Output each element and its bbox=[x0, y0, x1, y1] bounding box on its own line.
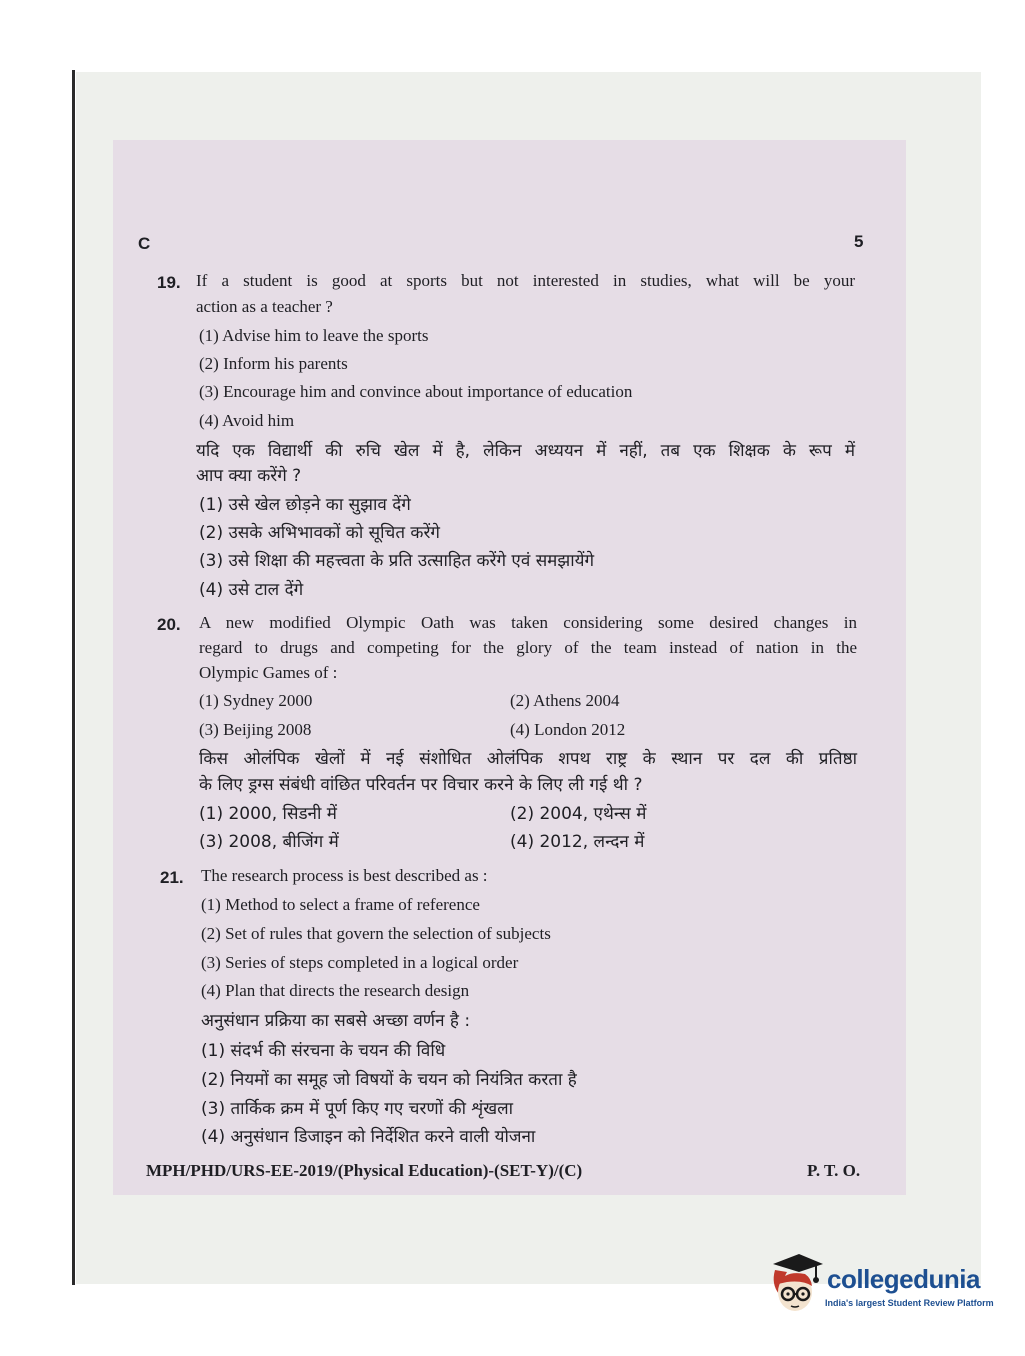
question-stem-line: action as a teacher ? bbox=[196, 297, 333, 316]
scan-border bbox=[72, 70, 75, 1285]
question-stem-line: If a student is good at sports but not interested in studies, what will be your bbox=[196, 271, 855, 290]
paper-code: MPH/PHD/URS-EE-2019/(Physical Education)-(SET-Y)/(C) bbox=[146, 1161, 583, 1180]
option: (2) Athens 2004 bbox=[510, 691, 620, 710]
question-number: 21. bbox=[160, 868, 184, 887]
option: (3) Encourage him and convince about importance of education bbox=[199, 382, 633, 401]
hindi-option: (2) 2004, एथेन्स में bbox=[510, 804, 647, 824]
option: (4) Plan that directs the research design bbox=[201, 981, 470, 1000]
hindi-stem-line: यदि एक विद्यार्थी की रुचि खेल में है, लेकिन अध्ययन में नहीं, तब एक शिक्षक के रूप में bbox=[196, 441, 855, 461]
option: (2) Inform his parents bbox=[199, 354, 348, 373]
hindi-option: (4) 2012, लन्दन में bbox=[510, 832, 645, 852]
question-stem-line: The research process is best described as : bbox=[201, 866, 488, 885]
hindi-stem-line: अनुसंधान प्रक्रिया का सबसे अच्छा वर्णन है : bbox=[201, 1011, 471, 1031]
option: (1) Sydney 2000 bbox=[199, 691, 313, 710]
option: (4) Avoid him bbox=[199, 411, 295, 430]
hindi-option: (4) अनुसंधान डिजाइन को निर्देशित करने वाली योजना bbox=[201, 1127, 536, 1147]
question-stem-line: Olympic Games of : bbox=[199, 663, 338, 682]
student-mascot-icon bbox=[765, 1250, 825, 1320]
page-number: 5 bbox=[854, 232, 864, 251]
collegedunia-logo bbox=[765, 1250, 995, 1320]
logo-tagline: India's largest Student Review Platform bbox=[825, 1298, 994, 1308]
hindi-stem-line: आप क्या करेंगे ? bbox=[196, 466, 302, 486]
hindi-stem-line: के लिए ड्रग्स संबंधी वांछित परिवर्तन पर विचार करने के लिए ली गई थी ? bbox=[199, 775, 643, 795]
question-stem-line: regard to drugs and competing for the glory of the team instead of nation in the bbox=[199, 638, 857, 657]
hindi-option: (3) 2008, बीजिंग में bbox=[199, 832, 339, 852]
set-code: C bbox=[138, 234, 151, 253]
logo-wordmark: collegedunia bbox=[827, 1264, 980, 1294]
question-number: 20. bbox=[157, 615, 181, 634]
option: (3) Series of steps completed in a logical order bbox=[201, 953, 519, 972]
hindi-stem-line: किस ओलंपिक खेलों में नई संशोधित ओलंपिक शपथ राष्ट्र के स्थान पर दल की प्रतिष्ठा bbox=[199, 749, 857, 769]
hindi-option: (3) तार्किक क्रम में पूर्ण किए गए चरणों की शृंखला bbox=[201, 1099, 514, 1119]
option: (1) Method to select a frame of reference bbox=[201, 895, 480, 914]
hindi-option: (1) संदर्भ की संरचना के चयन की विधि bbox=[201, 1041, 446, 1061]
hindi-option: (4) उसे टाल देंगे bbox=[199, 580, 304, 600]
hindi-option: (1) 2000, सिडनी में bbox=[199, 804, 337, 824]
hindi-option: (1) उसे खेल छोड़ने का सुझाव देंगे bbox=[199, 495, 411, 515]
hindi-option: (2) उसके अभिभावकों को सूचित करेंगे bbox=[199, 523, 440, 543]
page-turn-over: P. T. O. bbox=[807, 1161, 861, 1180]
option: (2) Set of rules that govern the selection of subjects bbox=[201, 924, 551, 943]
option: (1) Advise him to leave the sports bbox=[199, 326, 429, 345]
hindi-option: (2) नियमों का समूह जो विषयों के चयन को नियंत्रित करता है bbox=[201, 1070, 577, 1090]
hindi-option: (3) उसे शिक्षा की महत्त्वता के प्रति उत्साहित करेंगे एवं समझायेंगे bbox=[199, 551, 595, 571]
question-stem-line: A new modified Olympic Oath was taken considering some desired changes in bbox=[199, 613, 857, 632]
question-number: 19. bbox=[157, 273, 181, 292]
option: (4) London 2012 bbox=[510, 720, 626, 739]
option: (3) Beijing 2008 bbox=[199, 720, 312, 739]
